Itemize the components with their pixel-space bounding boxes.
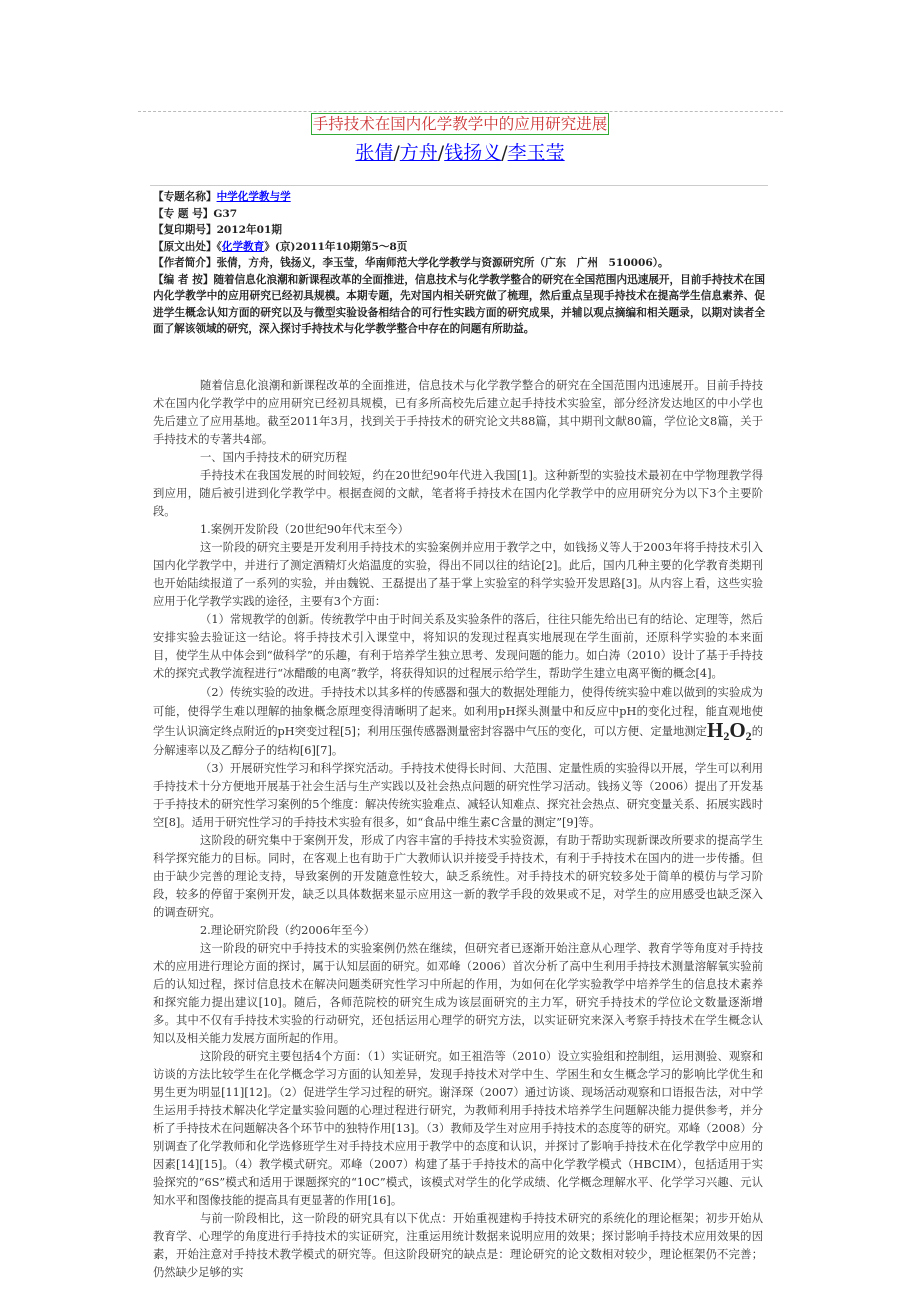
journal-link[interactable]: 化学教育 (221, 240, 265, 253)
paragraph: 随着信息化浪潮和新课程改革的全面推进，信息技术与化学教学整合的研究在全国范围内迅速展开。目前手持技术在国内化学教学中的应用研究已经初具规模，已有多所高校先后建立起手持技术实验室，部分经济发达地区的中小学也先后建立了应用基地。截至2011年3月，找到关于手持技术的研究论文共88篇，其中期刊文献80篇，学位论文8篇，关于手持技术的专著共4部。 (153, 379, 763, 446)
meta-editor-note: 【编 者 按】随着信息化浪潮和新课程改革的全面推进，信息技术与化学教学整合的研究在全国范围内迅速展开，目前手持技术在国内化学教学中的应用研究已经初具规模。本期专题，先对国内相关研究做了梳理，然后重点呈现手持技术在提高学生信息素养、促进学生概念认知方面的研究以及与微型实验设备相结合的可行性实践方面的研究成果，并辅以观点摘编和相关题录，以期对读者全面了解该领域的研究，深入探讨手持技术与化学教学整合中存在的问题有所助益。 (153, 273, 765, 335)
article-title: 手持技术在国内化学教学中的应用研究进展 (312, 115, 608, 133)
section-heading: 一、国内手持技术的研究历程 (200, 451, 347, 464)
author-separator: / (393, 142, 400, 164)
paragraph: 与前一阶段相比，这一阶段的研究具有以下优点：开始重视建构手持技术研究的系统化的理论框架；初步开始从教育学、心理学的角度进行手持技术的实证研究，注重运用统计数据来说明应用的效果；探讨影响手持技术应用效果的因素，开始注意对手持技术教学模式的研究等。但这阶段研究的缺点是：理论研究的论文数相对较少，理论框架仍不完善；仍然缺少足够的实 (153, 1212, 763, 1279)
author-separator: / (437, 142, 445, 164)
author-list (0, 140, 920, 166)
article-meta (153, 189, 765, 338)
paragraph: 手持技术在我国发展的时间较短，约在20世纪90年代进入我国[1]。这种新型的实验技术最初在中学物理教学得到应用，随后被引进到化学教学中。根据查阅的文献，笔者将手持技术在国内化学教学中的应用研究分为以下3个主要阶段。 (153, 469, 763, 518)
paragraph: 这阶段的研究集中于案例开发，形成了内容丰富的手持技术实验资源，有助于帮助实现新课改所要求的提高学生科学探究能力的目标。同时，在客观上也有助于广大教师认识并接受手持技术，有利于手持技术在国内的进一步传播。但由于缺少完善的理论支持，导致案例的开发随意性较大，缺乏系统性。对手持技术的研究较多处于简单的模仿与学习阶段，较多的停留于案例开发，缺乏以具体数据来显示应用这一新的教学手段的效果或不足，对学生的应用感受也缺乏深入的调查研究。 (153, 834, 763, 919)
paragraph: 这一阶段的研究主要是开发利用手持技术的实验案例并应用于教学之中，如钱扬义等人于2003年将手持技术引入国内化学教学中，并进行了测定酒精灯火焰温度的实验，得出不同以往的结论[2]。此后，国内几种主要的化学教育类期刊也开始陆续报道了一系列的实验，并由魏锐、王磊提出了基于掌上实验室的科学实验开发思路[3]。从内容上看，这些实验应用于化学教学实践的途径，主要有3个方面： (153, 541, 763, 608)
meta-topic: 【专题名称】中学化学教与学 (153, 191, 291, 203)
paragraph: （2）传统实验的改进。手持技术以其多样的传感器和强大的数据处理能力，使得传统实验中难以做到的实验成为可能，使得学生难以理解的抽象概念原理变得清晰明了起来。如利用pH探头测量中和反应中pH的变化过程，能直观地使学生认识滴定终点附近的pH突变过程[5]；利用压强传感器测量密封容器中气压的变化，可以方便、定量地测定$H_2O_2$的分解速率以及乙醇分子的结构[6][7]。 (153, 686, 763, 757)
h2o2-formula-image: $H_2O_2$ (706, 718, 752, 743)
paragraph: 这阶段的研究主要包括4个方面：（1）实证研究。如王祖浩等（2010）设立实验组和控制组，运用测验、观察和访谈的方法比较学生在化学概念学习方面的认知差异，发现手持技术对学中生、学困生和女生概念学习的影响比学优生和男生更为明显[11][12]。（2）促进学生学习过程的研究。谢泽琛（2007）通过访谈、现场活动观察和口语报告法，对中学生运用手持技术解决化学定量实验问题的心理过程进行研究，为教师利用手持技术培养学生问题解决能力提供参考，并分析了手持技术在问题解决各个环节中的独特作用[13]。（3）教师及学生对应用手持技术的态度等的研究。邓峰（2008）分别调查了化学教师和化学选修班学生对手持技术应用于教学中的态度和认识，并探讨了影响手持技术在化学教学中应用的因素[14][15]。（4）教学模式研究。邓峰（2007）构建了基于手持技术的高中化学教学模式（HBCIM），包括适用于实验探究的“6S”模式和适用于课题探究的“10C”模式，该模式对学生的化学成绩、化学概念理解水平、化学学习兴趣、元认知水平和图像技能的提高具有更显著的作用[16]。 (153, 1050, 763, 1207)
author-link[interactable]: 张倩 (355, 142, 394, 164)
article-body (153, 377, 763, 1282)
subsection-heading: 1.案例开发阶段（20世纪90年代末至今） (200, 523, 409, 536)
author-link[interactable]: 方舟 (399, 142, 438, 164)
author-link[interactable]: 钱扬义 (444, 142, 502, 164)
paragraph: （3）开展研究性学习和科学探究活动。手持技术使得长时间、大范围、定量性质的实验得以开展，学生可以利用手持技术十分方便地开展基于社会生活与生产实践以及社会热点问题的研究性学习活动。钱扬义等（2006）提出了开发基于手持技术的研究性学习案例的5个维度：解决传统实验难点、减轻认知难点、探究社会热点、研究变量关系、拓展实践时空[8]。适用于研究性学习的手持技术实验有很多，如“食品中维生素C含量的测定”[9]等。 (153, 762, 763, 829)
topic-link[interactable]: 中学化学教与学 (216, 191, 291, 203)
meta-code: 【专 题 号】G37 (153, 207, 238, 220)
author-link[interactable]: 李玉莹 (507, 142, 565, 164)
paragraph: 这一阶段的研究中手持技术的实验案例仍然在继续，但研究者已逐渐开始注意从心理学、教育学等角度对手持技术的应用进行理论方面的探讨，属于认知层面的研究。如邓峰（2006）首次分析了高中生利用手持技术测量溶解氧实验前后的认知过程，探讨信息技术在解决问题类研究性学习中所起的作用，为如何在化学实验教学中培养学生的信息技术素养和探究能力提出建议[10]。随后，各师范院校的研究生成为该层面研究的主力军，研究手持技术的学位论文数量逐渐增多。其中不仅有手持技术实验的行动研究，还包括运用心理学的研究方法，以实证研究来深入考察手持技术在学生概念认知以及相关能力发展方面所起的作用。 (153, 942, 763, 1045)
meta-issue: 【复印期号】2012年01期 (153, 224, 282, 236)
subsection-heading: 2.理论研究阶段（约2006年至今） (200, 924, 376, 937)
meta-source: 【原文出处】《化学教育》(京)2011年10期第5～8页 (153, 240, 408, 253)
top-divider (138, 111, 783, 112)
paragraph: （1）常规教学的创新。传统教学中由于时间关系及实验条件的落后，往往只能先给出已有的结论、定理等，然后安排实验去验证这一结论。将手持技术引入课堂中，将知识的发现过程真实地展现在学生面前，还原科学实验的本来面目，使学生从中体会到“做科学”的乐趣，有利于培养学生独立思考、发现问题的能力。如白涛（2010）设计了基于手持技术的探究式教学流程进行“冰醋酸的电离”教学，将获得知识的过程展示给学生，帮助学生建立电离平衡的概念[4]。 (153, 613, 763, 680)
header-divider (150, 185, 768, 186)
author-separator: / (501, 142, 508, 164)
meta-authors: 【作者简介】张倩，方舟，钱扬义，李玉莹，华南师范大学化学教学与资源研究所（广东 广州 510006）。 (153, 257, 669, 269)
